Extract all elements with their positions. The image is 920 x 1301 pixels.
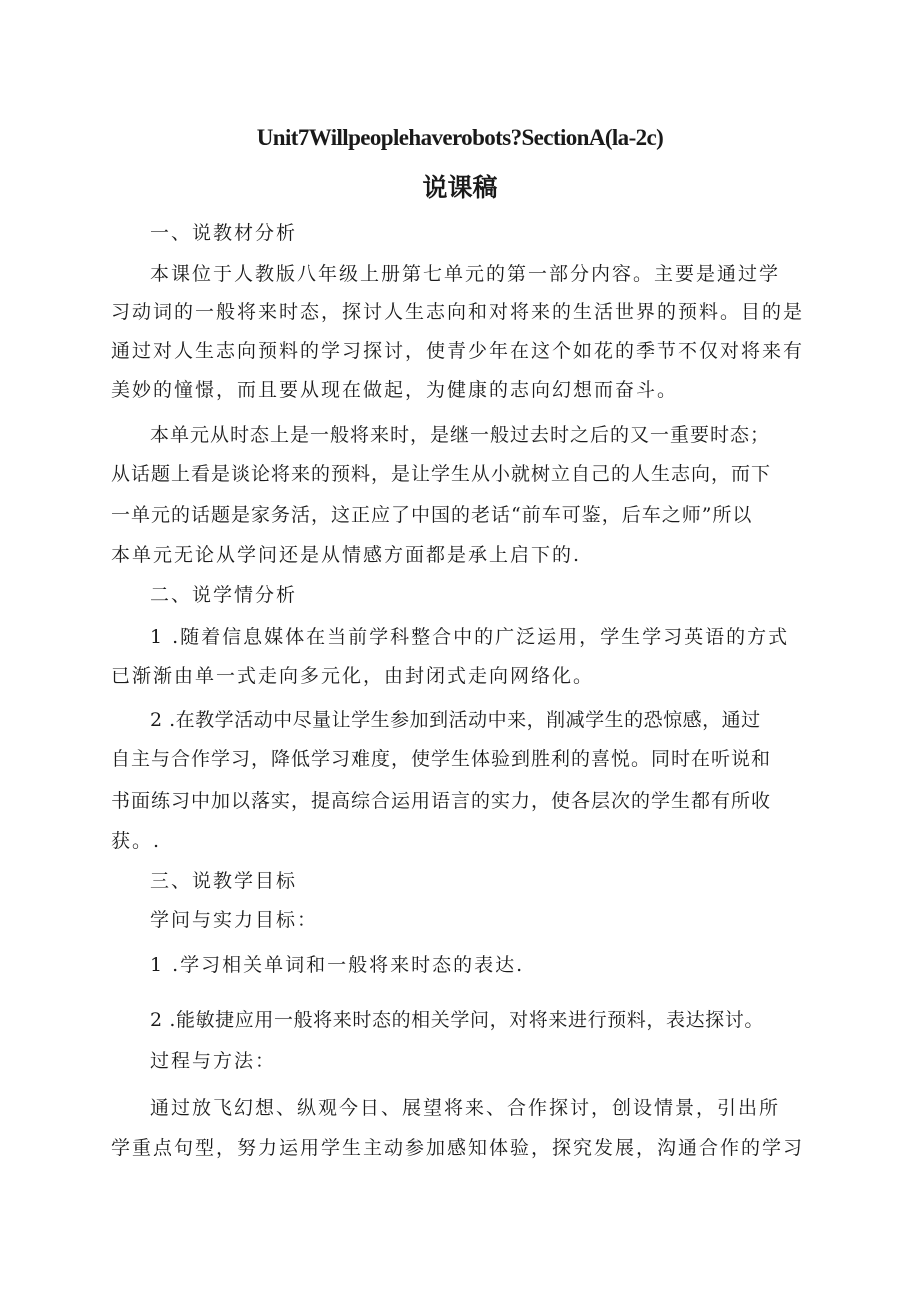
document-title-chinese: 说课稿	[422, 173, 498, 202]
paragraph-line: 通过对人生志向预料的学习探讨，使青少年在这个如花的季节不仅对将来有	[111, 340, 805, 362]
objective-item: 2 .能敏捷应用一般将来时态的相关学问，对将来进行预料，表达探讨。	[150, 1009, 764, 1031]
section-heading-textbook-analysis: 一、说教材分析	[150, 222, 298, 244]
paragraph-line: 一单元的话题是家务活，这正应了中国的老话“前车可鉴，后车之师”所以	[111, 504, 753, 526]
paragraph-line: 书面练习中加以落实，提高综合运用语言的实力，使各层次的学生都有所收	[111, 790, 772, 812]
section-heading-learner-analysis: 二、说学情分析	[150, 584, 298, 606]
paragraph-line: 本课位于人教版八年级上册第七单元的第一部分内容。主要是通过学	[150, 263, 781, 285]
paragraph-line: 1 .随着信息媒体在当前学科整合中的广泛运用，学生学习英语的方式	[150, 626, 790, 648]
paragraph-line: 本单元从时态上是一般将来时，是继一般过去时之后的又一重要时态；	[150, 424, 771, 446]
paragraph-line: 学重点句型，努力运用学生主动参加感知体验，探究发展，沟通合作的学习	[111, 1137, 805, 1159]
paragraph-line: 美妙的憧憬，而且要从现在做起，为健康的志向幻想而奋斗。	[111, 379, 679, 401]
subsection-label-knowledge-ability: 学问与实力目标：	[150, 909, 319, 931]
paragraph-line: 习动词的一般将来时态，探讨人生志向和对将来的生活世界的预料。目的是	[111, 301, 805, 323]
paragraph-line: 自主与合作学习，降低学习难度，使学生体验到胜利的喜悦。同时在听说和	[111, 748, 772, 770]
paragraph-line: 从话题上看是谈论将来的预料，是让学生从小就树立自己的人生志向，而下	[111, 463, 772, 485]
document-title-english: Unit7Willpeoplehaverobots?SectionA(la-2c)	[256, 125, 664, 150]
paragraph-line: 2 .在教学活动中尽量让学生参加到活动中来，削减学生的恐惊感，通过	[150, 709, 761, 731]
paragraph-line: 获。.	[111, 830, 162, 852]
paragraph-line: 本单元无论从学问还是从情感方面都是承上启下的.	[111, 544, 582, 566]
subsection-label-process-method: 过程与方法：	[150, 1050, 277, 1072]
paragraph-line: 已渐渐由单一式走向多元化，由封闭式走向网络化。	[111, 665, 595, 687]
paragraph-line: 通过放飞幻想、纵观今日、展望将来、合作探讨，创设情景，引出所	[150, 1097, 781, 1119]
objective-item: 1 .学习相关单词和一般将来时态的表达.	[150, 954, 525, 976]
section-heading-teaching-objectives: 三、说教学目标	[150, 870, 298, 892]
